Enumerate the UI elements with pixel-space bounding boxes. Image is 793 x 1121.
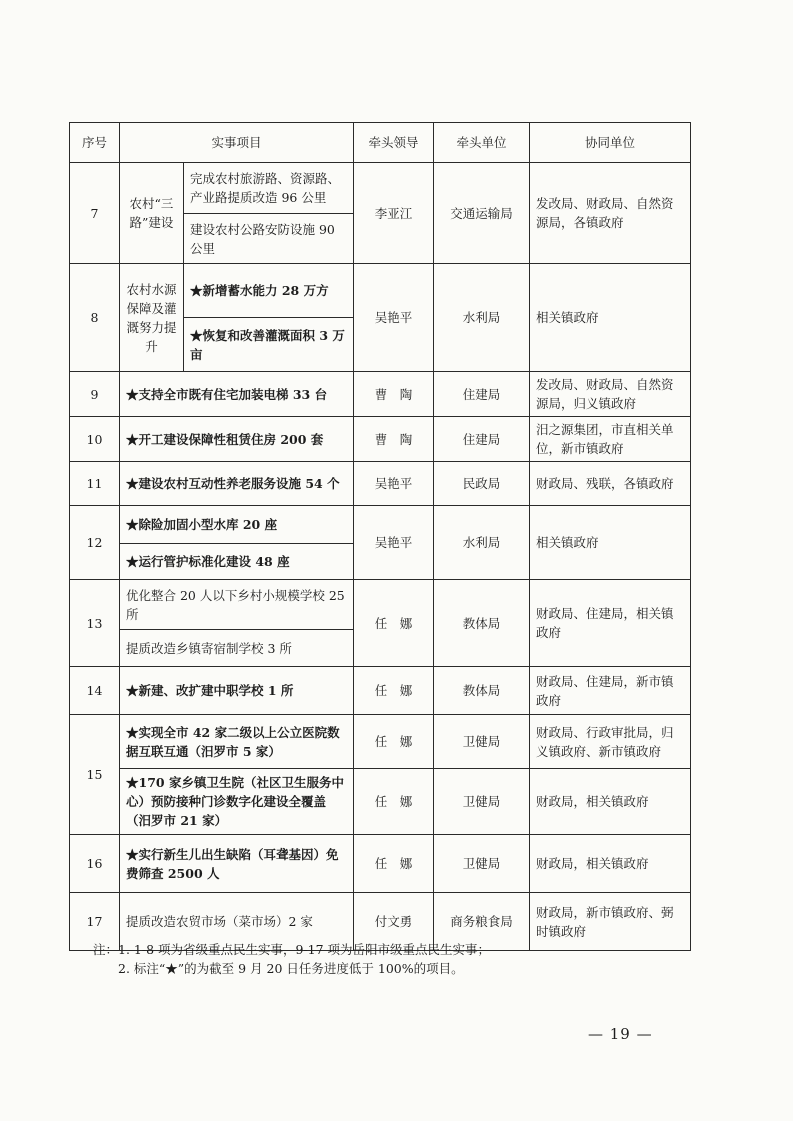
project-item: ★170 家乡镇卫生院（社区卫生服务中心）预防接种门诊数字化建设全覆盖（汨罗市 21 家）	[120, 769, 354, 835]
row-no: 16	[70, 835, 120, 893]
lead-leader: 任 娜	[354, 580, 434, 667]
table-row	[70, 506, 691, 544]
lead-unit: 水利局	[434, 506, 530, 580]
header-no: 序号	[70, 123, 120, 163]
project-item: ★实现全市 42 家二级以上公立医院数据互联互通（汨罗市 5 家）	[120, 715, 354, 769]
footnote	[93, 940, 733, 978]
project-item: ★建设农村互动性养老服务设施 54 个	[120, 462, 354, 506]
row-no: 10	[70, 417, 120, 462]
assist-unit: 财政局，相关镇政府	[530, 835, 691, 893]
lead-leader: 任 娜	[354, 835, 434, 893]
lead-leader: 付文勇	[354, 893, 434, 951]
assist-unit: 发改局、财政局、自然资源局，归义镇政府	[530, 372, 691, 417]
footnote-line-2: 2. 标注“★”的为截至 9 月 20 日任务进度低于 100%的项目。	[118, 961, 464, 976]
lead-leader: 吴艳平	[354, 506, 434, 580]
project-item: 提质改造农贸市场（菜市场）2 家	[120, 893, 354, 951]
table-row	[70, 462, 691, 506]
table-row	[70, 580, 691, 630]
project-item: ★运行管护标准化建设 48 座	[120, 544, 354, 580]
assist-unit: 财政局、住建局，新市镇政府	[530, 667, 691, 715]
assist-unit: 汨之源集团，市直相关单位，新市镇政府	[530, 417, 691, 462]
project-item: ★开工建设保障性租赁住房 200 套	[120, 417, 354, 462]
table-row	[70, 667, 691, 715]
assist-unit: 财政局、住建局，相关镇政府	[530, 580, 691, 667]
project-category: 农村水源保障及灌溉努力提升	[120, 264, 184, 372]
assist-unit: 财政局、残联，各镇政府	[530, 462, 691, 506]
lead-unit: 商务粮食局	[434, 893, 530, 951]
assist-unit: 财政局，相关镇政府	[530, 769, 691, 835]
assist-unit: 财政局，新市镇政府、弼时镇政府	[530, 893, 691, 951]
header-assist-unit: 协同单位	[530, 123, 691, 163]
assist-unit: 相关镇政府	[530, 506, 691, 580]
lead-leader: 曹 陶	[354, 372, 434, 417]
row-no: 7	[70, 163, 120, 264]
lead-unit: 卫健局	[434, 835, 530, 893]
lead-unit: 水利局	[434, 264, 530, 372]
lead-leader: 李亚江	[354, 163, 434, 264]
table-row	[70, 835, 691, 893]
lead-unit: 民政局	[434, 462, 530, 506]
project-item: ★实行新生儿出生缺陷（耳聋基因）免费筛查 2500 人	[120, 835, 354, 893]
project-item: ★支持全市既有住宅加装电梯 33 台	[120, 372, 354, 417]
lead-unit: 卫健局	[434, 715, 530, 769]
assist-unit: 财政局、行政审批局，归义镇政府、新市镇政府	[530, 715, 691, 769]
table-header-row	[70, 123, 691, 163]
header-lead-unit: 牵头单位	[434, 123, 530, 163]
row-no: 13	[70, 580, 120, 667]
table-row	[70, 264, 691, 318]
project-item: 完成农村旅游路、资源路、产业路提质改造 96 公里	[184, 163, 354, 214]
project-item: 优化整合 20 人以下乡村小规模学校 25 所	[120, 580, 354, 630]
lead-unit: 教体局	[434, 580, 530, 667]
page-number: — 19 —	[588, 1025, 653, 1043]
table-row	[70, 715, 691, 769]
row-no: 17	[70, 893, 120, 951]
lead-unit: 卫健局	[434, 769, 530, 835]
project-item: 提质改造乡镇寄宿制学校 3 所	[120, 630, 354, 667]
table-row	[70, 417, 691, 462]
project-item: ★新增蓄水能力 28 万方	[184, 264, 354, 318]
assist-unit: 相关镇政府	[530, 264, 691, 372]
lead-leader: 吴艳平	[354, 462, 434, 506]
row-no: 14	[70, 667, 120, 715]
table-row	[70, 372, 691, 417]
project-item: 建设农村公路安防设施 90 公里	[184, 214, 354, 264]
table-row	[70, 163, 691, 214]
row-no: 11	[70, 462, 120, 506]
project-item: ★新建、改扩建中职学校 1 所	[120, 667, 354, 715]
lead-unit: 交通运输局	[434, 163, 530, 264]
header-leader: 牵头领导	[354, 123, 434, 163]
lead-leader: 任 娜	[354, 715, 434, 769]
lead-leader: 曹 陶	[354, 417, 434, 462]
project-category: 农村“三路”建设	[120, 163, 184, 264]
lead-leader: 任 娜	[354, 667, 434, 715]
footnote-line-1: 注：1. 1-8 项为省级重点民生实事，9-17 项为岳阳市级重点民生实事；	[93, 942, 491, 957]
lead-leader: 任 娜	[354, 769, 434, 835]
row-no: 8	[70, 264, 120, 372]
header-project: 实事项目	[120, 123, 354, 163]
table-row	[70, 769, 691, 835]
row-no: 12	[70, 506, 120, 580]
project-item: ★除险加固小型水库 20 座	[120, 506, 354, 544]
lead-unit: 教体局	[434, 667, 530, 715]
lead-leader: 吴艳平	[354, 264, 434, 372]
project-item: ★恢复和改善灌溉面积 3 万亩	[184, 318, 354, 372]
livelihood-projects-table	[69, 122, 691, 951]
lead-unit: 住建局	[434, 417, 530, 462]
lead-unit: 住建局	[434, 372, 530, 417]
assist-unit: 发改局、财政局、自然资源局，各镇政府	[530, 163, 691, 264]
row-no: 9	[70, 372, 120, 417]
row-no: 15	[70, 715, 120, 835]
